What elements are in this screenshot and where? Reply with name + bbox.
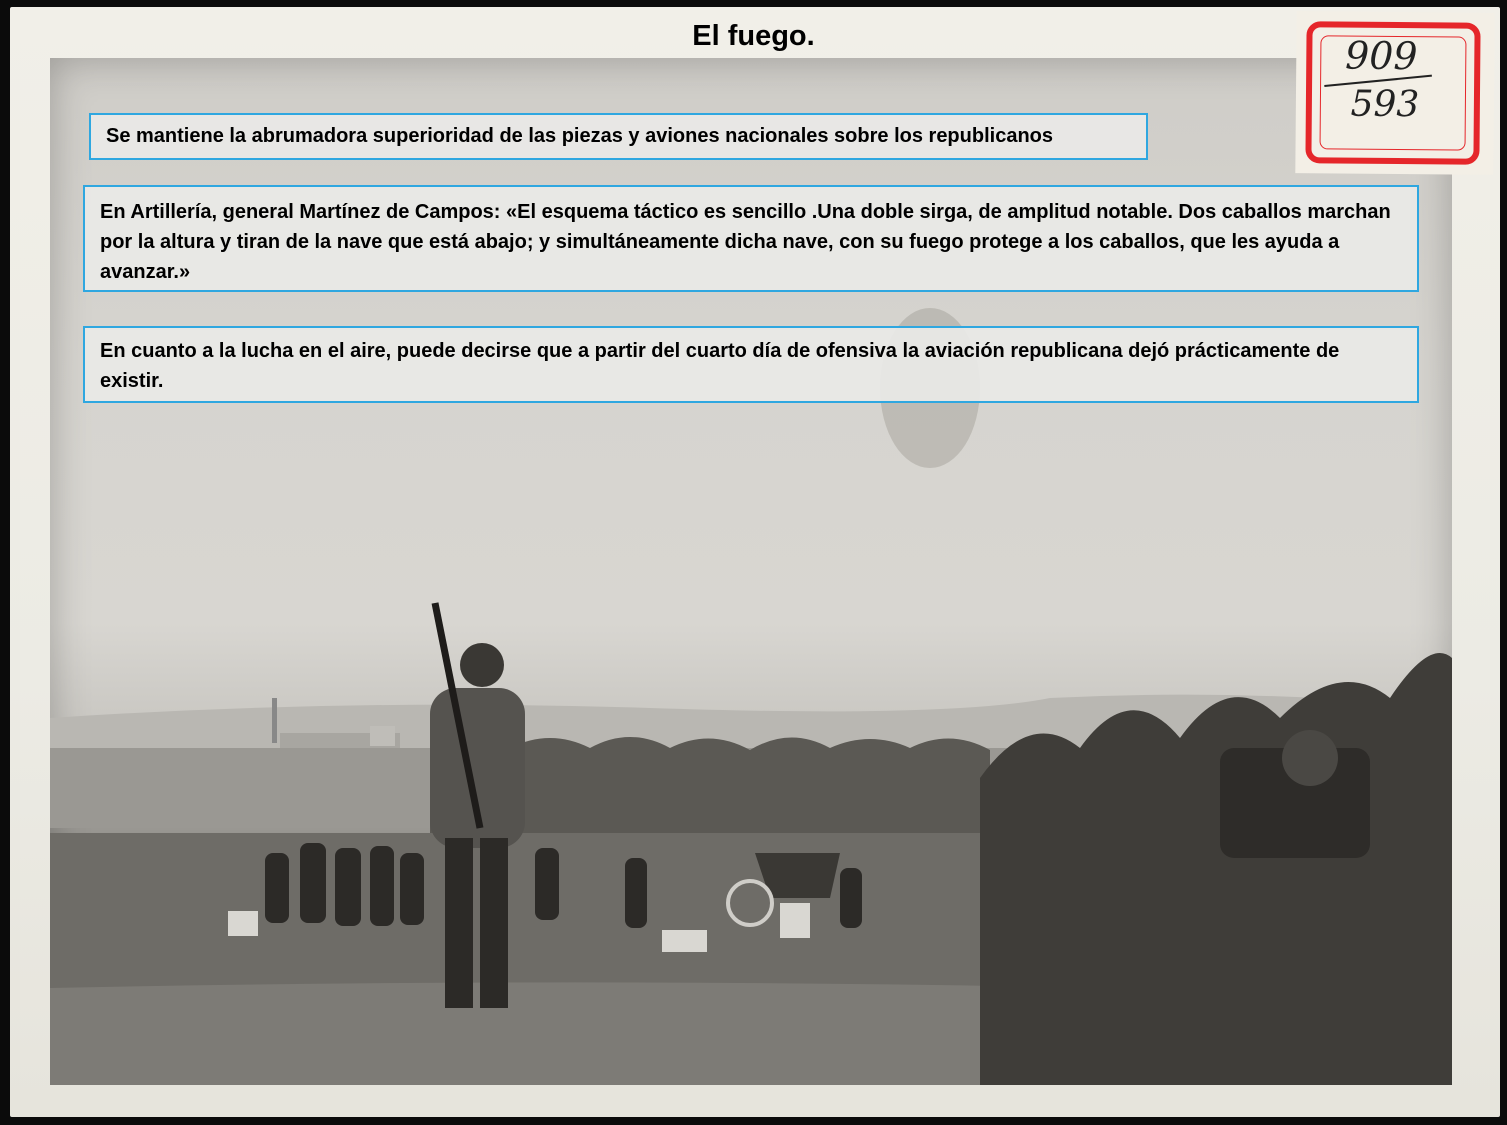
chimney [272, 698, 277, 743]
stamp-number-top: 909 [1344, 33, 1418, 79]
page-title: El fuego. [692, 20, 815, 52]
caption-box-superiority: Se mantiene la abrumadora superioridad de las piezas y aviones nacionales sobre los republicanos [89, 113, 1148, 160]
supply-crate [780, 903, 810, 938]
caption-box-artillery-quote: En Artillería, general Martínez de Campos: «El esquema táctico es sencillo .Una doble sirga, de amplitud notable. Dos caballos marchan por la altura y tiran de la nave que está abajo; y simultáneamente dicha nave, con su fuego protege a los caballos, que les ayuda a avanzar.» [83, 185, 1419, 292]
stamp-number-bottom: 593 [1350, 83, 1420, 126]
caption-box-air-war: En cuanto a la lucha en el aire, puede decirse que a partir del cuarto día de ofensiva la aviación republicana dejó prácticamente de existir. [83, 326, 1419, 403]
archive-stamp [1295, 11, 1494, 175]
distant-building [370, 726, 395, 746]
supply-crate [662, 930, 707, 952]
truck-wheel [1282, 730, 1338, 786]
supply-crate [228, 911, 258, 936]
